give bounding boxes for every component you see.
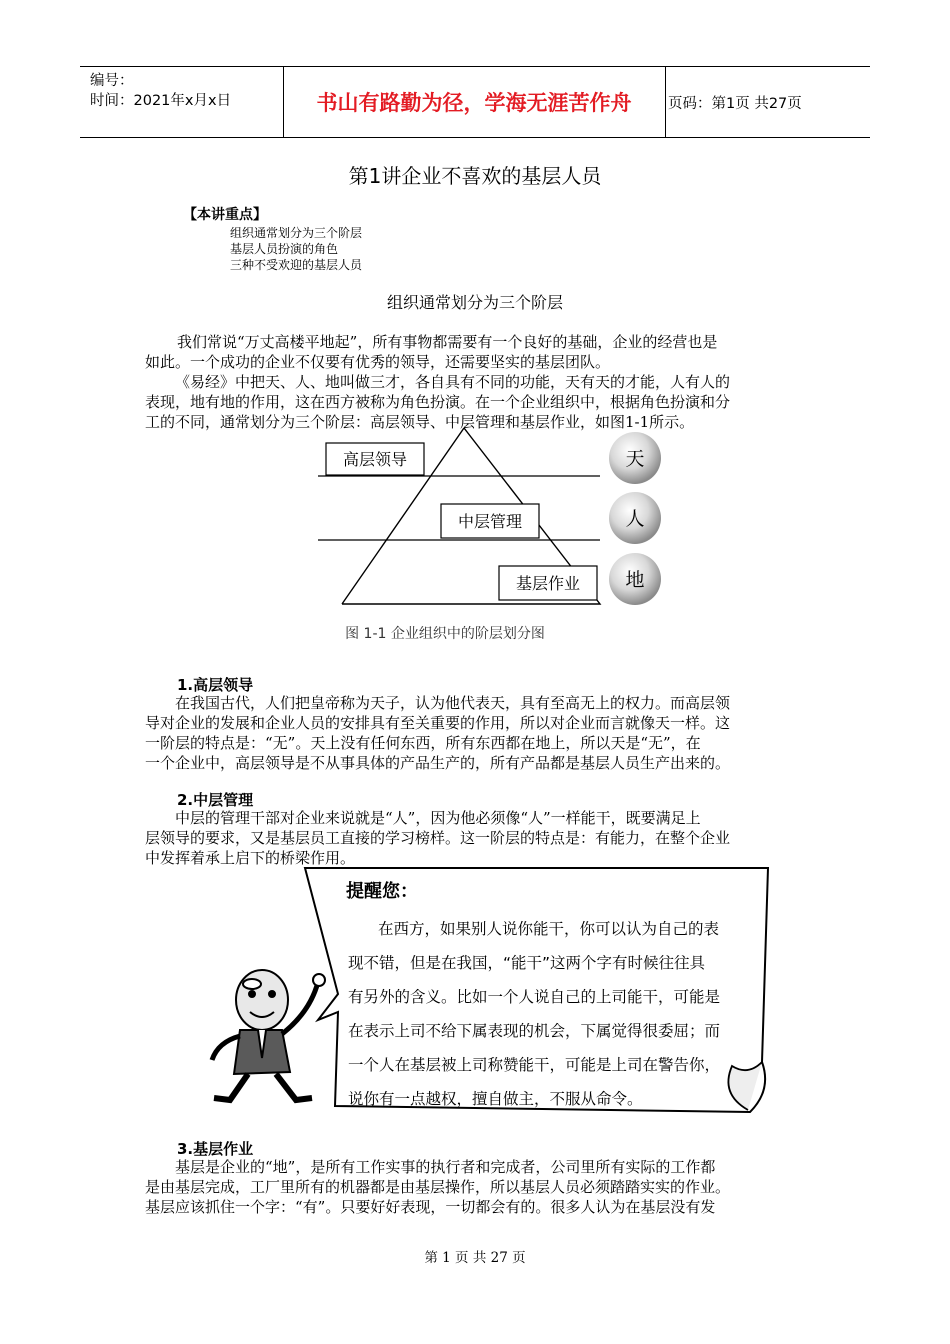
- key-points-label: 【本讲重点】: [183, 207, 267, 223]
- text-line: 一个人在基层被上司称赞能干，可能是上司在警告你，: [348, 1056, 721, 1074]
- level-label-middle: 中层管理: [457, 512, 523, 531]
- section-title: 组织通常划分为三个阶层: [386, 293, 563, 312]
- text-line: 一阶层的特点是：“无”。天上没有任何东西，所有东西都在地上，所以天是“无”，在: [145, 734, 701, 752]
- header-meta: [90, 71, 231, 111]
- header-divider: [665, 67, 666, 137]
- paragraph: [145, 332, 807, 372]
- text-line: 基层应该抓住一个字：“有”。只要好好表现，一切都会有的。很多人认为在基层没有发: [145, 1198, 716, 1216]
- circle-label-heaven: 天: [625, 448, 645, 470]
- section-heading: 3.基层作业: [177, 1140, 254, 1158]
- page-header: [80, 66, 870, 138]
- reminder-content: [348, 872, 768, 1116]
- text-line: 是由基层完成，工厂里所有的机器都是由基层操作，所以基层人员必须踏踏实实的作业。: [145, 1178, 731, 1196]
- text-line: 有另外的含义。比如一个人说自己的上司能干，可能是: [348, 988, 721, 1006]
- text-line: 导对企业的发展和企业人员的安排具有至关重要的作用，所以对企业而言就像天一样。这: [145, 714, 731, 732]
- section-heading: 2.中层管理: [177, 791, 254, 809]
- text-line: 《易经》中把天、人、地叫做三才，各自具有不同的功能，天有天的才能，人有人的: [175, 373, 731, 391]
- page-title: 第1讲企业不喜欢的基层人员: [348, 164, 602, 188]
- cartoon-man-icon: [212, 970, 325, 1100]
- paragraph: [145, 372, 807, 432]
- text-line: 工的不同，通常划分为三个阶层：高层领导、中层管理和基层作业，如图1-1所示。: [145, 413, 695, 431]
- text-line: 说你有一点越权，擅自做主，不服从命令。: [348, 1090, 643, 1108]
- circle-label-man: 人: [625, 508, 645, 530]
- text-line: 表现，地有地的作用，这在西方被称为角色扮演。在一个企业组织中，根据角色扮演和分: [145, 393, 731, 411]
- text-line: 现不错，但是在我国，“能干”这两个字有时候往往具: [348, 954, 706, 972]
- header-page-info: 页码：第1页 共27页: [668, 95, 802, 112]
- number-label: 编号：: [90, 73, 134, 89]
- hierarchy-diagram: [318, 428, 678, 648]
- text-line: 中层的管理干部对企业来说就是“人”，因为他必须像“人”一样能干，既要满足上: [175, 809, 701, 827]
- level-label-top: 高层领导: [342, 450, 408, 469]
- key-point-item: 组织通常划分为三个阶层: [230, 226, 363, 240]
- text-line: 我们常说“万丈高楼平地起”，所有事物都需要有一个良好的基础，企业的经营也是: [177, 333, 718, 351]
- text-line: 如此。一个成功的企业不仅要有优秀的领导，还需要坚实的基层团队。: [145, 353, 611, 371]
- figure-caption: 图 1-1 企业组织中的阶层划分图: [345, 626, 545, 642]
- text-line: 基层是企业的“地”，是所有工作实事的执行者和完成者，公司里所有实际的工作都: [175, 1158, 716, 1176]
- paragraph: [145, 1157, 807, 1217]
- reminder-title: 提醒您：: [346, 881, 418, 902]
- key-point-item: 三种不受欢迎的基层人员: [230, 258, 363, 272]
- text-line: 层领导的要求，又是基层员工直接的学习榜样。这一阶层的特点是：有能力，在整个企业: [145, 829, 731, 847]
- text-line: 在表示上司不给下属表现的机会，下属觉得很委屈；而: [348, 1022, 721, 1040]
- paragraph: [145, 808, 807, 868]
- header-motto: 书山有路勤为径，学海无涯苦作舟: [316, 91, 632, 115]
- page-footer: 第 1 页 共 27 页: [424, 1250, 526, 1266]
- section-heading: 1.高层领导: [177, 676, 254, 694]
- key-point-item: 基层人员扮演的角色: [230, 242, 339, 256]
- text-line: 一个企业中，高层领导是不从事具体的产品生产的，所有产品都是基层人员生产出来的。: [145, 754, 731, 772]
- paragraph: [145, 693, 807, 773]
- text-line: 在西方，如果别人说你能干，你可以认为自己的表: [378, 920, 720, 938]
- text-line: 中发挥着承上启下的桥梁作用。: [145, 849, 356, 867]
- circle-label-earth: 地: [625, 569, 645, 591]
- text-line: 在我国古代，人们把皇帝称为天子，认为他代表天，具有至高无上的权力。而高层领: [175, 694, 731, 712]
- level-label-bottom: 基层作业: [515, 574, 581, 593]
- time-label: 时间：2021年x月x日: [90, 93, 232, 109]
